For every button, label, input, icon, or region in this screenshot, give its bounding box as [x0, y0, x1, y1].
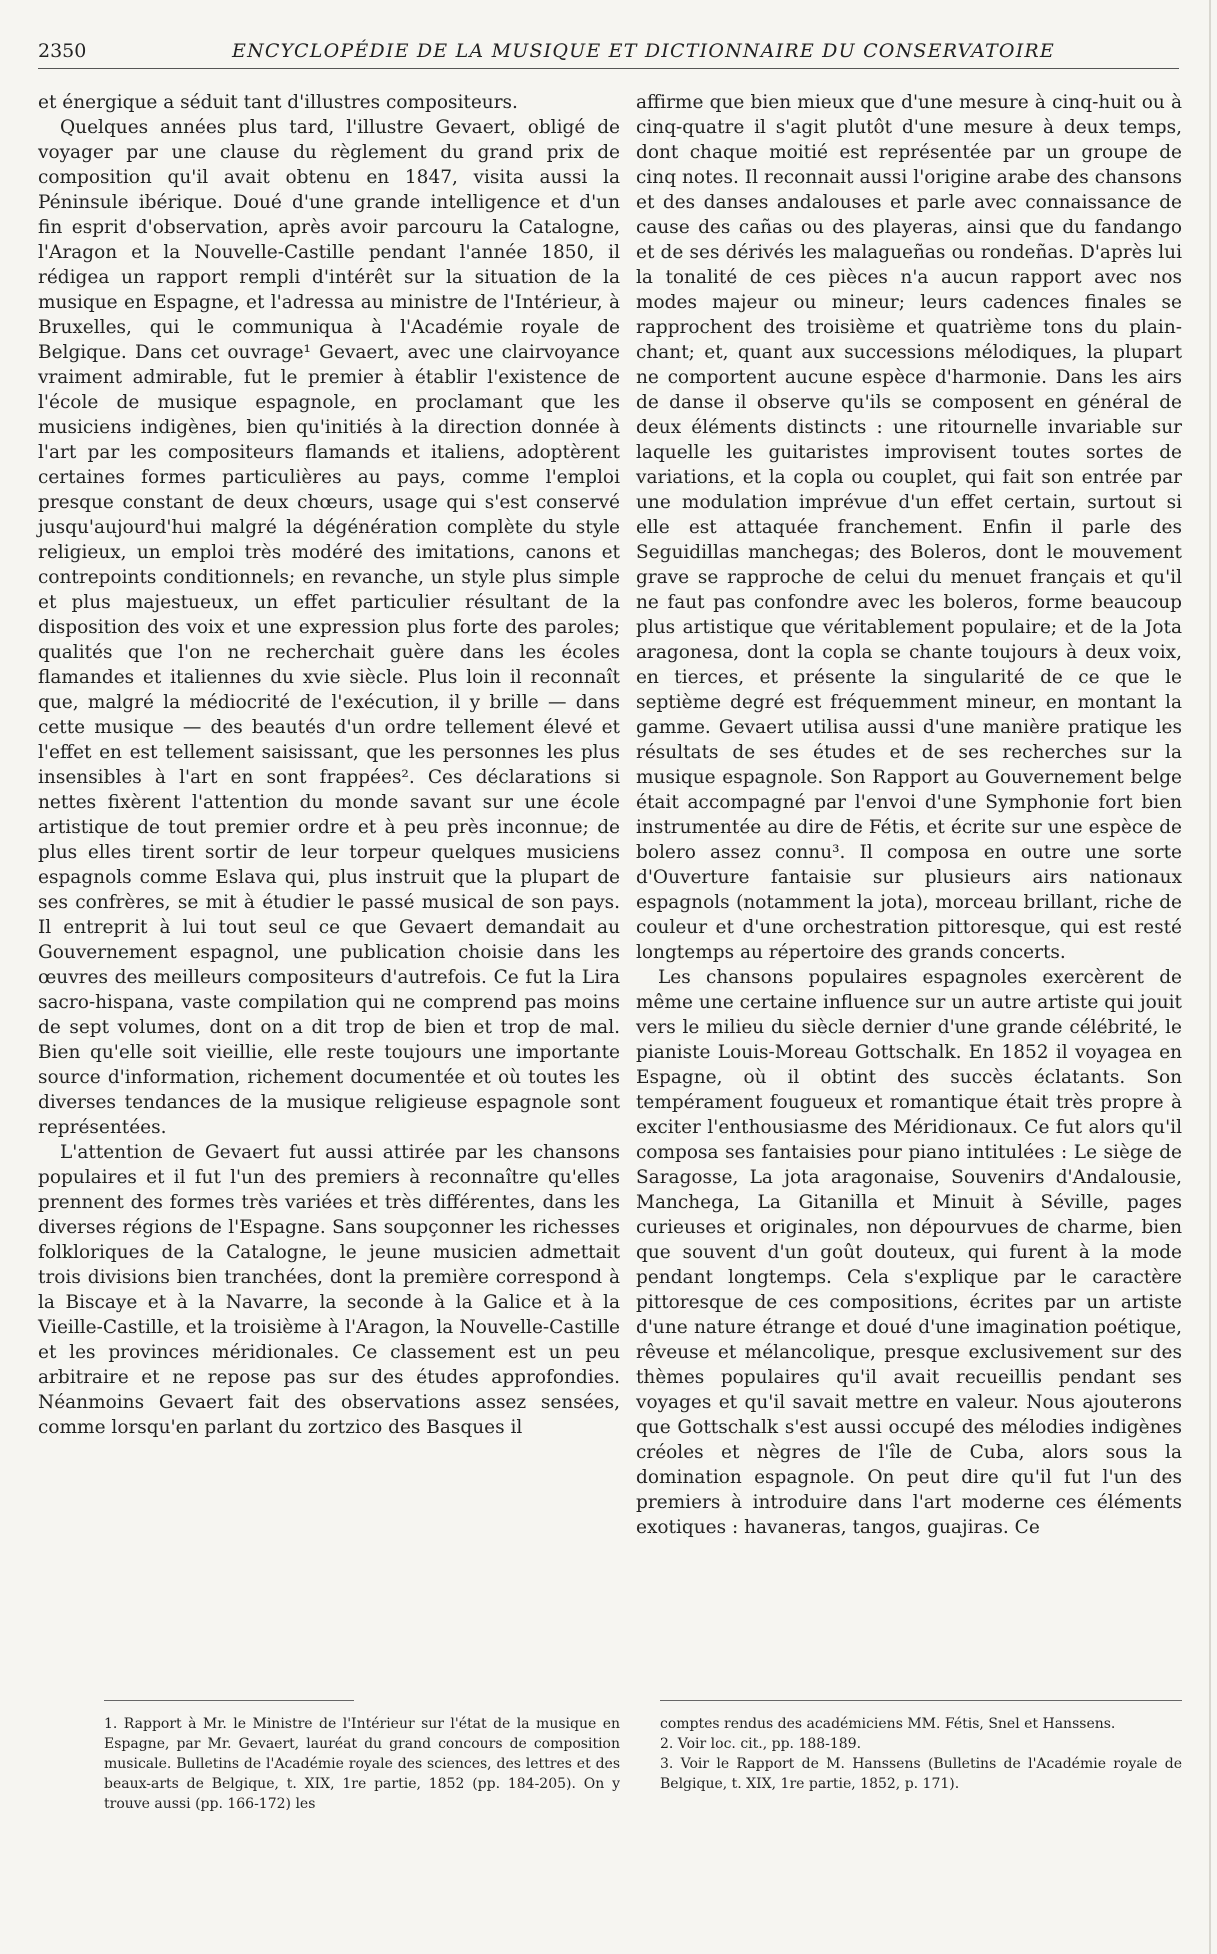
- paragraph: Les chansons populaires espagnoles exercèrent de même une certaine influence sur un autre artiste qui jouit vers le milieu du siècle dernier d'une grande célébrité, le pianiste Louis-Moreau Gottschalk. En 1852 il voyagea en Espagne, où il obtint des succès éclatants. Son tempérament fougueux et romantique était très propre à exciter l'enthousiasme des Méridionaux. Ce fut alors qu'il composa ses fantaisies pour piano intitulées : Le siège de Saragosse, La jota aragonaise, Souvenirs d'Andalousie, Manchega, La Gitanilla et Minuit à Séville, pages curieuses et originales, non dépourvues de charme, bien que souvent d'un goût douteux, qui furent à la mode pendant longtemps. Cela s'explique par le caractère pittoresque de ces compositions, écrites par un artiste d'une nature étrange et doué d'une imagination poétique, rêveuse et mélancolique, presque exclusivement sur des thèmes populaires qu'il avait recueillis pendant ses voyages et qu'il savait mettre en valeur. Nous ajouterons que Gottschalk s'est aussi occupé des mélodies indigènes créoles et nègres de l'île de Cuba, alors sous la domination espagnole. On peut dire qu'il fut l'un des premiers à introduire dans l'art moderne ces éléments exotiques : havaneras, tangos, guajiras. Ce: [636, 967, 1182, 1538]
- footnote-divider: [660, 1700, 1182, 1701]
- paragraph: affirme que bien mieux que d'une mesure à cinq-huit ou à cinq-quatre il s'agit plutôt d'une mesure à deux temps, dont chaque moitié est représentée par un groupe de cinq notes. Il reconnait aussi l'origine arabe des chansons et des danses andalouses et parle avec connaissance de cause des cañas ou des playeras, ainsi que du fandango et de ses dérivés les malagueñas ou rondeñas. D'après lui la tonalité de ces pièces n'a aucun rapport avec nos modes majeur ou mineur; leurs cadences finales se rapprochent des troisième et quatrième tons du plain-chant; et, quant aux successions mélodiques, la plupart ne comportent aucune espèce d'harmonie. Dans les airs de danse il observe qu'ils se composent en général de deux éléments distincts : une ritournelle invariable sur laquelle les guitaristes improvisent toutes sortes de variations, et la copla ou couplet, qui fait son entrée par une modulation imprévue d'un effet certain, surtout si elle est attaquée franchement. Enfin il parle des Seguidillas manchegas; des Boleros, dont le mouvement grave se rapproche de celui du menuet français et qu'il ne faut pas confondre avec les boleros, forme beaucoup plus artistique que véritablement populaire; et de la Jota aragonesa, dont la copla se chante toujours à deux voix, en tierces, et présente la singularité de ce que le septième degré est fréquemment mineur, en montant la gamme. Gevaert utilisa aussi d'une manière pratique les résultats de ses études et de ses recherches sur la musique espagnole. Son Rapport au Gouvernement belge était accompagné par l'envoi d'une Symphonie fort bien instrumentée au dire de Fétis, et écrite sur une espèce de bolero assez connu³. Il composa en outre une sorte d'Ouverture fantaisie sur plusieurs airs nationaux espagnols (notamment la jota), morceau brillant, riche de couleur et d'une orchestration pittoresque, qui est resté longtemps au répertoire des grands concerts.: [636, 92, 1182, 963]
- footnote: 3. Voir le Rapport de M. Hanssens (Bulletins de l'Académie royale de Belgique, t. XIX, 1re partie, 1852, p. 171).: [660, 1756, 1182, 1792]
- page-number: 2350: [38, 40, 87, 62]
- footnotes-right: [660, 1714, 1182, 1794]
- paragraph: et énergique a séduit tant d'illustres compositeurs.: [38, 92, 518, 113]
- footnote: comptes rendus des académiciens MM. Fétis, Snel et Hanssens.: [660, 1716, 1116, 1732]
- running-title: ENCYCLOPÉDIE DE LA MUSIQUE ET DICTIONNAIRE DU CONSERVATOIRE: [232, 40, 1055, 62]
- paragraph: Quelques années plus tard, l'illustre Gevaert, obligé de voyager par une clause du règlement du grand prix de composition qu'il avait obtenu en 1847, visita aussi la Péninsule ibérique. Doué d'une grande intelligence et d'un fin esprit d'observation, après avoir parcouru la Catalogne, l'Aragon et la Nouvelle-Castille pendant l'année 1850, il rédigea un rapport rempli d'intérêt sur la situation de la musique en Espagne, et l'adressa au ministre de l'Intérieur, à Bruxelles, qui le communiqua à l'Académie royale de Belgique. Dans cet ouvrage¹ Gevaert, avec une clairvoyance vraiment admirable, fut le premier à établir l'existence de l'école de musique espagnole, en proclamant que les musiciens indigènes, bien qu'initiés à la direction donnée à l'art par les compositeurs flamands et italiens, adoptèrent certaines formes particulières au pays, comme l'emploi presque constant de deux chœurs, usage qui s'est conservé jusqu'aujourd'hui malgré la dégénération complète du style religieux, un emploi très modéré des imitations, canons et contrepoints conditionnels; en revanche, un style plus simple et plus majestueux, un effet particulier résultant de la disposition des voix et une expression plus forte des paroles; qualités que l'on ne recherchait guère dans les écoles flamandes et italiennes du xvie siècle. Plus loin il reconnaît que, malgré la médiocrité de l'exécution, il y brille — dans cette musique — des beautés d'un ordre tellement élevé et l'effet en est tellement saisissant, que les personnes les plus insensibles à l'art en sont frappées². Ces déclarations si nettes fixèrent l'attention du monde savant sur une école artistique de tout premier ordre et à peu près inconnue; de plus elles tirent sortir de leur torpeur quelques musiciens espagnols comme Eslava qui, plus instruit que la plupart de ses confrères, se mit à étudier le passé musical de son pays. Il entreprit à lui tout seul ce que Gevaert demandait au Gouvernement espagnol, une publication choisie dans les œuvres des meilleurs compositeurs d'autrefois. Ce fut la Lira sacro-hispana, vaste compilation qui ne comprend pas moins de sept volumes, dont on a dit trop de bien et trop de mal. Bien qu'elle soit vieillie, elle reste toujours une importante source d'information, richement documentée et où toutes les diverses tendances de la musique religieuse espagnole sont représentées.: [38, 117, 620, 1138]
- left-column: [38, 90, 620, 1440]
- page-header: [38, 40, 1179, 69]
- page-edge: [1209, 0, 1211, 1954]
- footnotes-left: [104, 1714, 620, 1814]
- footnote: 1. Rapport à Mr. le Ministre de l'Intérieur sur l'état de la musique en Espagne, par Mr. Gevaert, lauréat du grand concours de composition musicale. Bulletins de l'Académie royale des sciences, des lettres et des beaux-arts de Belgique, t. XIX, 1re partie, 1852 (pp. 184-205). On y trouve aussi (pp. 166-172) les: [104, 1716, 620, 1812]
- paragraph: L'attention de Gevaert fut aussi attirée par les chansons populaires et il fut l'un des premiers à reconnaître qu'elles prennent des formes très variées et très différentes, dans les diverses régions de l'Espagne. Sans soupçonner les richesses folkloriques de la Catalogne, le jeune musicien admettait trois divisions bien tranchées, dont la première correspond à la Biscaye et à la Navarre, la seconde à la Galice et à la Vieille-Castille, et la troisième à l'Aragon, la Nouvelle-Castille et les provinces méridionales. Ce classement est un peu arbitraire et ne repose pas sur des études approfondies. Néanmoins Gevaert fait des observations assez sensées, comme lorsqu'en parlant du zortzico des Basques il: [38, 1142, 620, 1438]
- footnote-divider: [104, 1700, 354, 1701]
- right-column: [636, 90, 1182, 1540]
- footnote: 2. Voir loc. cit., pp. 188-189.: [660, 1736, 862, 1752]
